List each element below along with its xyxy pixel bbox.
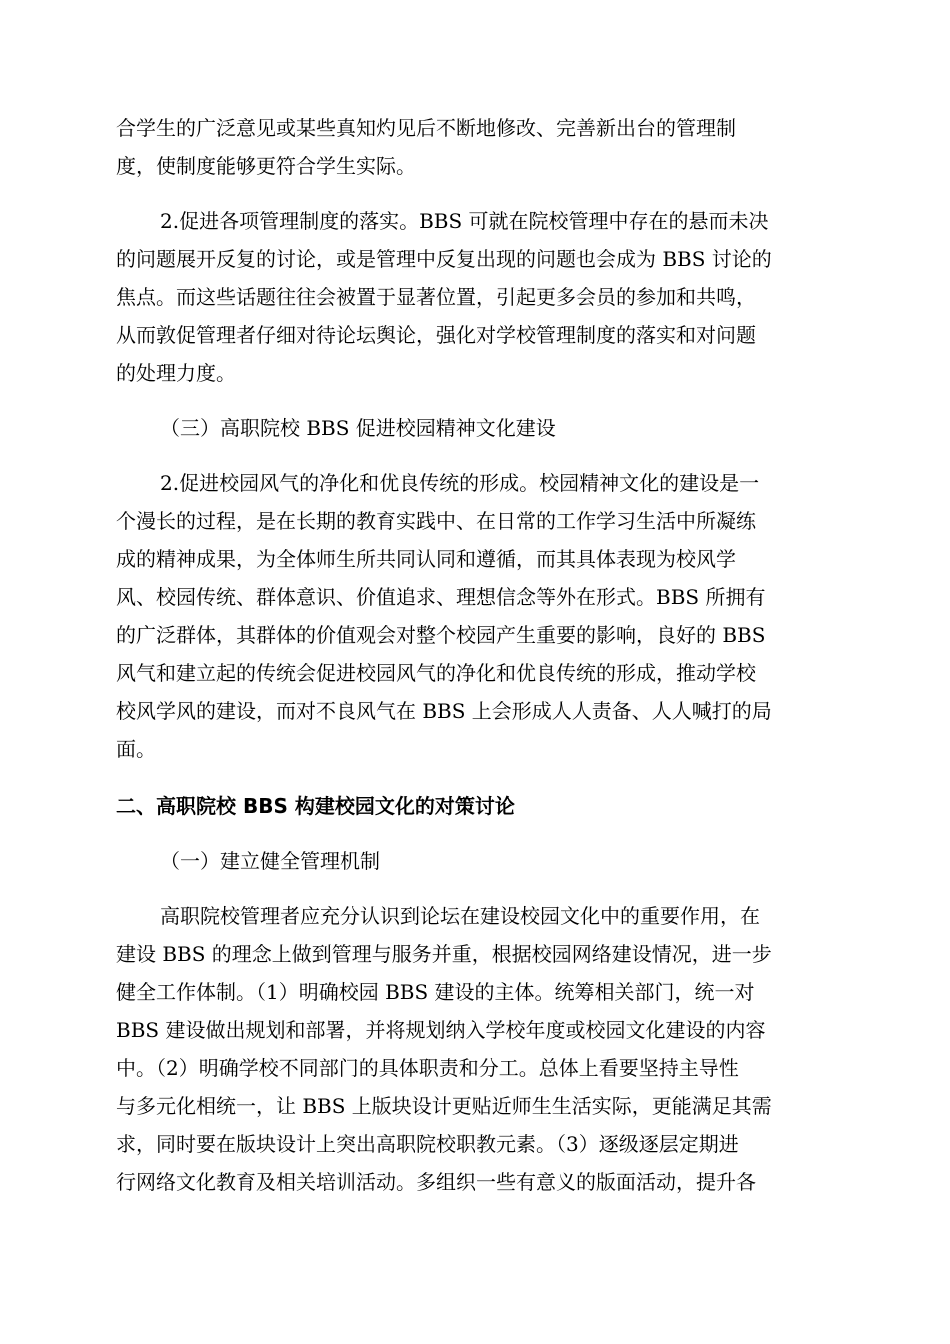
paragraph-line: 的问题展开反复的讨论，或是管理中反复出现的问题也会成为 BBS 讨论的 (116, 247, 772, 271)
section-subheading: （一）建立健全管理机制 (160, 849, 380, 873)
paragraph-line: 与多元化相统一，让 BBS 上版块设计更贴近师生生活实际，更能满足其需 (116, 1094, 772, 1118)
paragraph-line: 面。 (116, 737, 156, 761)
section-subheading: （三）高职院校 BBS 促进校园精神文化建设 (160, 416, 556, 440)
paragraph-line: 的处理力度。 (116, 361, 236, 385)
paragraph-line: 风、校园传统、群体意识、价值追求、理想信念等外在形式。BBS 所拥有 (116, 585, 766, 609)
paragraph-line: 的广泛群体，其群体的价值观会对整个校园产生重要的影响，良好的 BBS (116, 623, 766, 647)
paragraph-line: 中。（2）明确学校不同部门的具体职责和分工。总体上看要坚持主导性 (116, 1056, 739, 1080)
paragraph-line: 风气和建立起的传统会促进校园风气的净化和优良传统的形成，推动学校 (116, 661, 756, 685)
paragraph-line: 从而敦促管理者仔细对待论坛舆论，强化对学校管理制度的落实和对问题 (116, 323, 756, 347)
paragraph-line: 焦点。而这些话题往往会被置于显著位置，引起更多会员的参加和共鸣， (116, 285, 756, 309)
paragraph-line: 2.促进校园风气的净化和优良传统的形成。校园精神文化的建设是一 (160, 471, 760, 495)
paragraph-line: 建设 BBS 的理念上做到管理与服务并重，根据校园网络建设情况，进一步 (116, 942, 772, 966)
paragraph-line: 成的精神成果，为全体师生所共同认同和遵循，而其具体表现为校风学 (116, 547, 736, 571)
paragraph-line: 求，同时要在版块设计上突出高职院校职教元素。（3）逐级逐层定期进 (116, 1132, 739, 1156)
paragraph-line: 个漫长的过程，是在长期的教育实践中、在日常的工作学习生活中所凝练 (116, 509, 756, 533)
section-heading: 二、高职院校 BBS 构建校园文化的对策讨论 (116, 794, 515, 818)
paragraph-line: BBS 建设做出规划和部署，并将规划纳入学校年度或校园文化建设的内容 (116, 1018, 766, 1042)
paragraph-line: 行网络文化教育及相关培训活动。多组织一些有意义的版面活动，提升各 (116, 1170, 756, 1194)
paragraph-line: 度，使制度能够更符合学生实际。 (116, 154, 416, 178)
paragraph-line: 合学生的广泛意见或某些真知灼见后不断地修改、完善新出台的管理制 (116, 116, 736, 140)
paragraph-line: 校风学风的建设，而对不良风气在 BBS 上会形成人人责备、人人喊打的局 (116, 699, 772, 723)
paragraph-line: 健全工作体制。（1）明确校园 BBS 建设的主体。统筹相关部门，统一对 (116, 980, 755, 1004)
paragraph-line: 2.促进各项管理制度的落实。BBS 可就在院校管理中存在的悬而未决 (160, 209, 769, 233)
paragraph-line: 高职院校管理者应充分认识到论坛在建设校园文化中的重要作用，在 (160, 904, 760, 928)
